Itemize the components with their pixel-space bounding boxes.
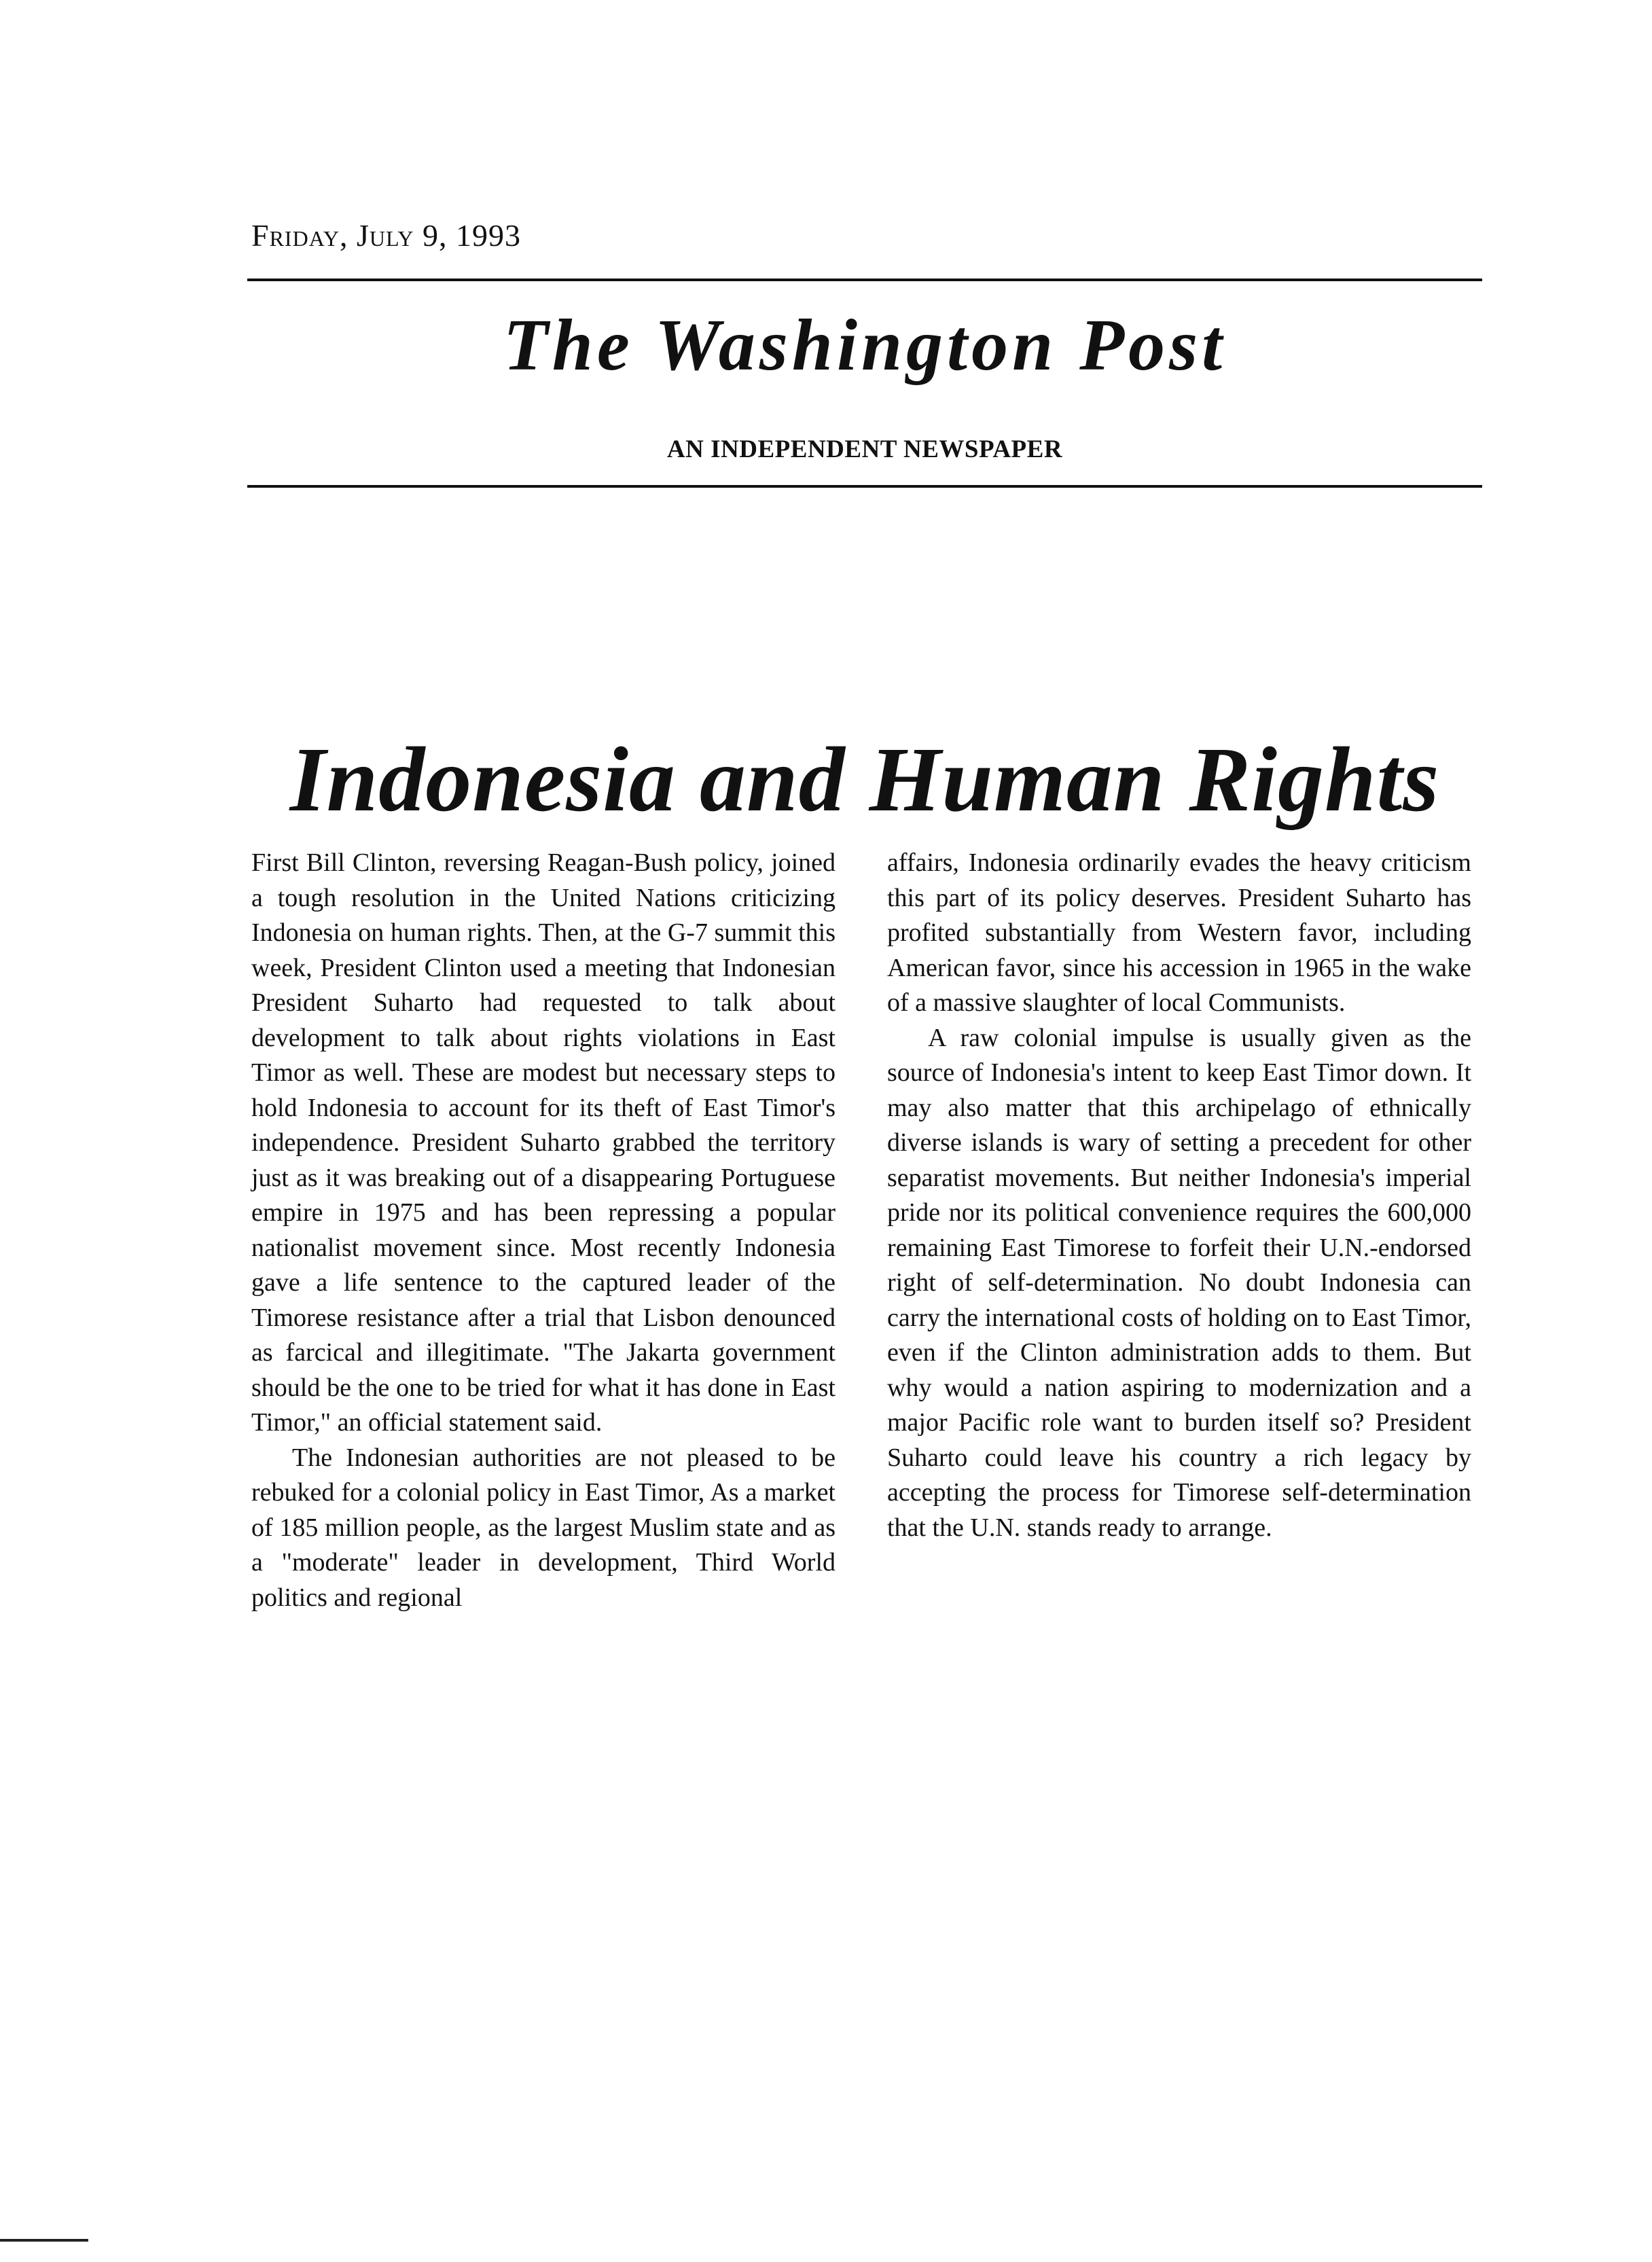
article-paragraph: affairs, Indonesia ordinarily evades the heavy criticism this part of its policy deserves. President Suharto has profited substantially from Western favor, including American favor, since his accession in 1965 in the wake of a massive slaughter of local Communists. — [887, 848, 1471, 1017]
scan-edge-mark — [0, 2239, 88, 2242]
masthead-rule-top — [247, 279, 1482, 281]
dateline: Friday, July 9, 1993 — [251, 218, 521, 253]
article-column-left — [251, 846, 836, 1615]
article-paragraph: First Bill Clinton, reversing Reagan-Bush policy, joined a tough resolution in the United Nations criticizing Indonesia on human rights. Then, at the G-7 summit this week, President Clinton used a meeting that Indonesian President Suharto had requested to talk about development to talk about rights violations in East Timor as well. These are modest but necessary steps to hold Indonesia to account for its theft of East Timor's independence. President Suharto grabbed the territory just as it was breaking out of a disappearing Portuguese empire in 1975 and has been repressing a popular nationalist movement since. Most recently Indonesia gave a life sentence to the captured leader of the Timorese resistance after a trial that Lisbon denounced as farcical and illegitimate. "The Jakarta government should be the one to be tried for what it has done in East Timor," an official statement said. — [251, 848, 836, 1437]
article-paragraph: A raw colonial impulse is usually given as the source of Indonesia's intent to keep East Timor down. It may also matter that this archipelago of ethnically diverse islands is wary of setting a precedent for other separatist movements. But neither Indonesia's imperial pride nor its political convenience requires the 600,000 remaining East Timorese to forfeit their U.N.-endorsed right of self-determination. No doubt Indonesia can carry the international costs of holding on to East Timor, even if the Clinton administration adds to them. But why would a nation aspiring to modernization and a major Pacific role want to burden itself so? President Suharto could leave his country a rich legacy by accepting the process for Timorese self-determination that the U.N. stands ready to arrange. — [887, 1023, 1471, 1542]
article-headline: Indonesia and Human Rights — [289, 729, 1440, 831]
masthead-tagline: AN INDEPENDENT NEWSPAPER — [666, 435, 1063, 463]
article-paragraph: The Indonesian authorities are not pleased to be rebuked for a colonial policy in East Timor, As a market of 185 million people, as the largest Muslim state and as a "moderate" leader in development, Third World politics and regional — [251, 1443, 836, 1612]
article-column-right — [887, 846, 1471, 1545]
masthead-rule-bottom — [247, 485, 1482, 488]
newspaper-masthead: The Washington Post — [503, 305, 1227, 386]
